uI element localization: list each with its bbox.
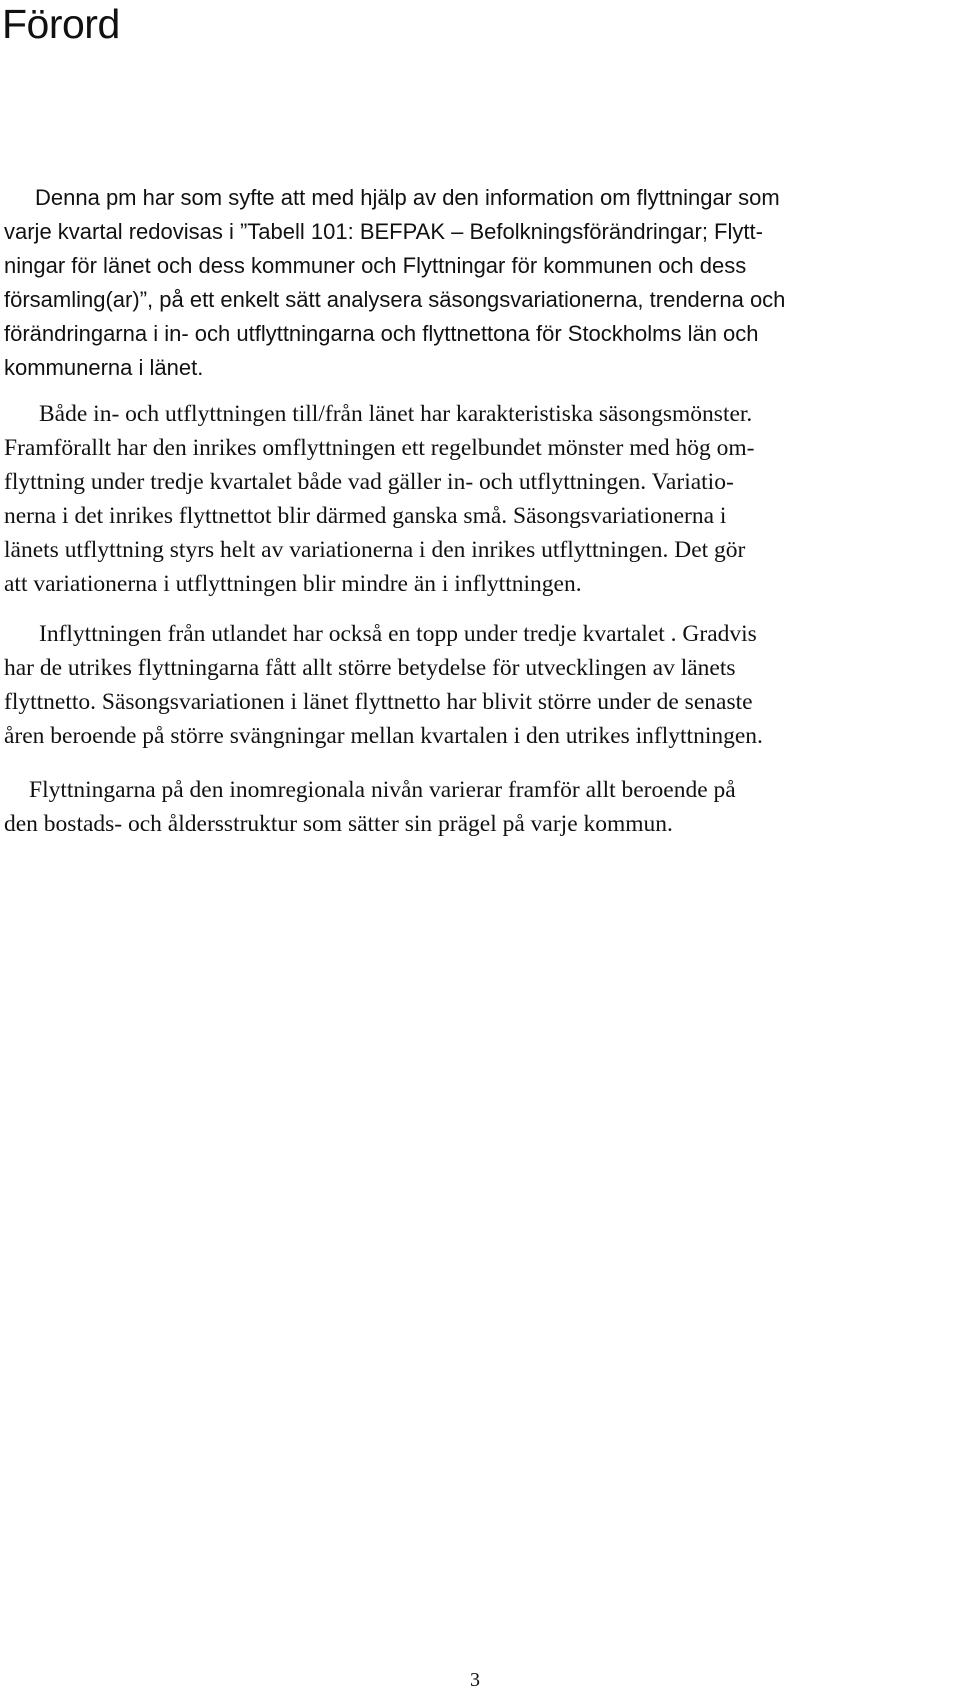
page-title: Förord	[2, 1, 120, 47]
paragraph-line: flyttning under tredje kvartalet både vad gäller in- och utflyttningen. Variatio-	[4, 469, 734, 495]
paragraph-line: åren beroende på större svängningar mellan kvartalen i den utrikes inflyttningen.	[4, 723, 763, 749]
paragraph-line: har de utrikes flyttningarna fått allt större betydelse för utvecklingen av länets	[4, 655, 736, 681]
paragraph-line: länets utflyttning styrs helt av variationerna i den inrikes utflyttningen. Det gör	[4, 537, 746, 563]
paragraph-foreign-migration	[4, 617, 954, 753]
paragraph-line: Flyttningarna på den inomregionala nivån varierar framför allt beroende på	[29, 777, 736, 803]
paragraph-line: varje kvartal redovisas i ”Tabell 101: BEFPAK – Befolkningsförändringar; Flytt-	[4, 219, 763, 244]
paragraph-line: att variationerna i utflyttningen blir mindre än i inflyttningen.	[4, 571, 582, 597]
paragraph-line: nerna i det inrikes flyttnettot blir därmed ganska små. Säsongsvariationerna i	[4, 503, 727, 529]
paragraph-line: kommunerna i länet.	[4, 355, 204, 380]
paragraph-line: Denna pm har som syfte att med hjälp av den information om flyttningar som	[35, 185, 780, 210]
paragraph-line: Framförallt har den inrikes omflyttningen ett regelbundet mönster med hög om-	[4, 435, 755, 461]
page-number: 3	[470, 1669, 480, 1691]
paragraph-line: flyttnetto. Säsongsvariationen i länet flyttnetto har blivit större under de senaste	[4, 689, 753, 715]
paragraph-purpose	[4, 181, 954, 385]
paragraph-line: Inflyttningen från utlandet har också en topp under tredje kvartalet . Gradvis	[39, 621, 757, 647]
paragraph-line: den bostads- och åldersstruktur som sätter sin prägel på varje kommun.	[4, 811, 673, 837]
paragraph-line: förändringarna i in- och utflyttningarna och flyttnettona för Stockholms län och	[4, 321, 759, 346]
paragraph-line: Både in- och utflyttningen till/från länet har karakteristiska säsongsmönster.	[39, 401, 753, 427]
paragraph-regional-level	[4, 773, 954, 841]
paragraph-line: församling(ar)”, på ett enkelt sätt analysera säsongsvariationerna, trenderna och	[4, 287, 786, 312]
paragraph-seasonal-patterns	[4, 397, 954, 601]
paragraph-line: ningar för länet och dess kommuner och Flyttningar för kommunen och dess	[4, 253, 747, 278]
